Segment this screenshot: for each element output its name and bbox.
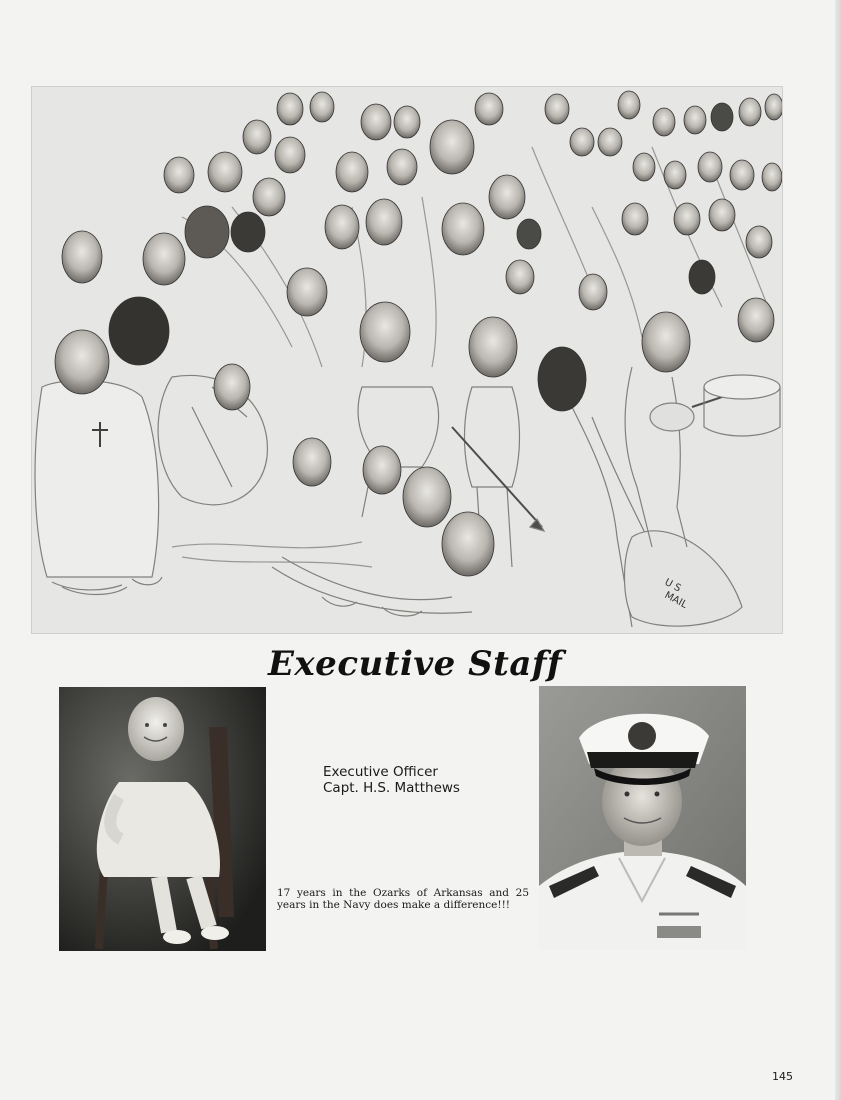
officer-role: Executive Officer [323, 764, 438, 780]
page-number: 145 [772, 1070, 793, 1083]
collage-drawing [32, 87, 782, 633]
staff-collage [31, 86, 783, 634]
caption-title [323, 764, 523, 796]
mail-bag-label-line2: MAIL [662, 589, 689, 611]
page-edge [835, 0, 841, 1100]
officer-name: Capt. H.S. Matthews [323, 780, 460, 796]
officer-portrait-drawing [539, 686, 746, 950]
caption-description: 17 years in the Ozarks of Arkansas and 25 years in the Navy does make a difference!!! [277, 887, 529, 911]
officer-portrait [539, 686, 746, 950]
baby-photo [59, 687, 266, 951]
mail-bag-label-line1: U S [662, 576, 683, 595]
page-title: Executive Staff [268, 644, 563, 684]
baby-photo-drawing [59, 687, 266, 951]
